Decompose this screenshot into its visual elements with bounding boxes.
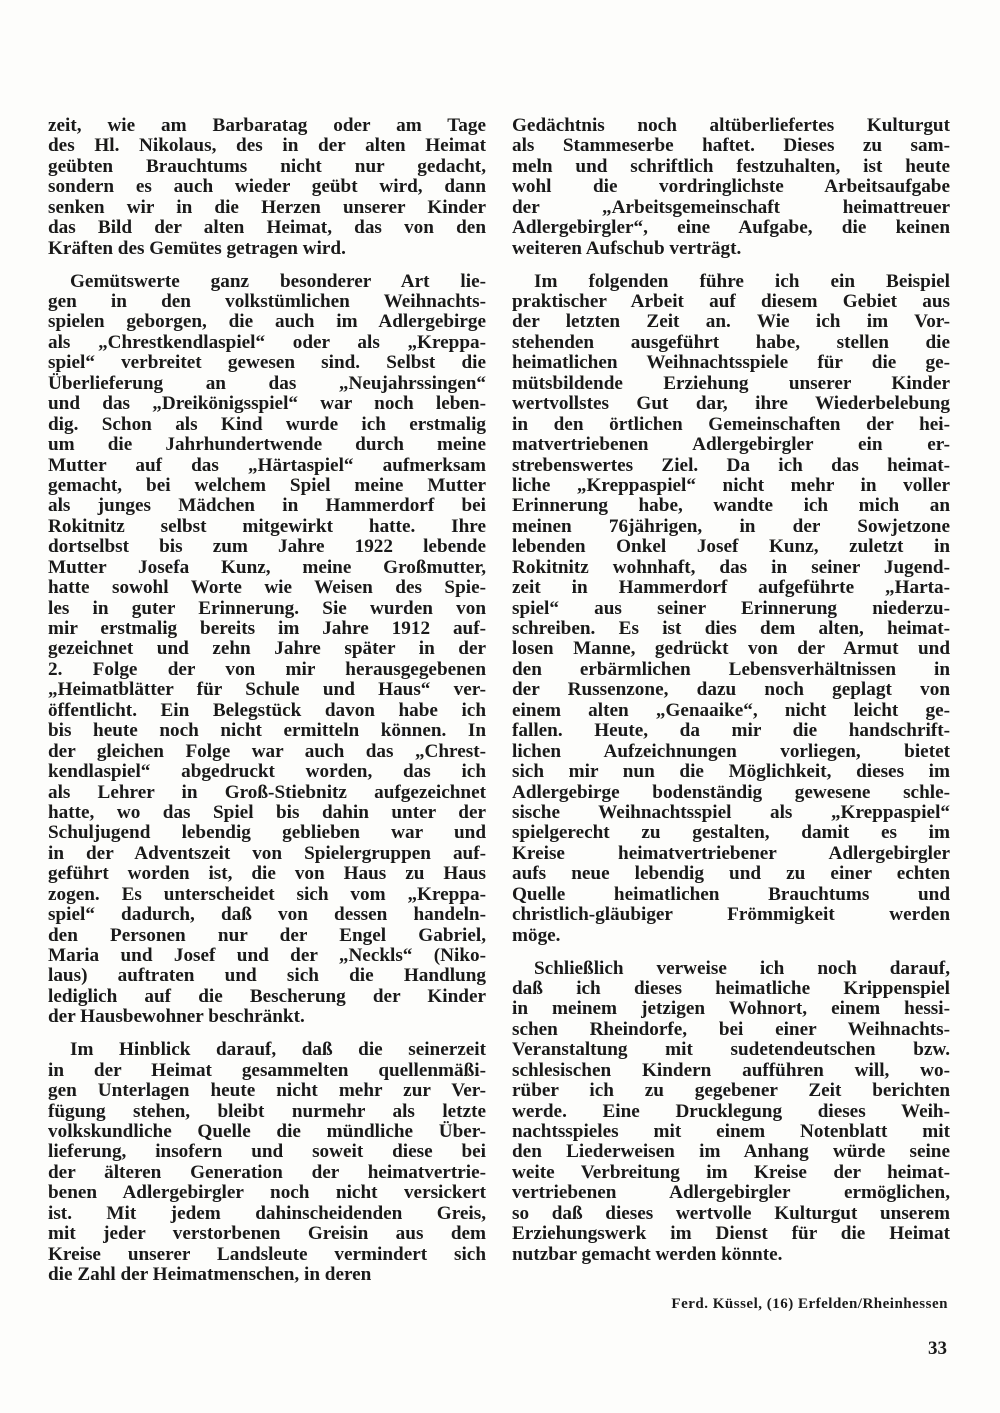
text-line: der älteren Generation der heimatvertrie- — [48, 1161, 486, 1183]
text-line: schlesischen Kindern aufführen will, wo- — [512, 1059, 950, 1081]
text-line: laus) auftraten und sich die Handlung — [48, 965, 486, 987]
text-line: Veranstaltung mit sudetendeutschen bzw. — [512, 1039, 950, 1061]
text-line: daß ich dieses heimatliche Krippenspiel — [512, 977, 950, 999]
text-line: den Liederweisen im Anhang würde seine — [512, 1141, 950, 1163]
author-signature: Ferd. Küssel, (16) Erfelden/Rheinhessen — [671, 1296, 948, 1312]
text-line: als „Chrestkendlaspiel“ oder als „Kreppa- — [48, 331, 486, 353]
text-line: strebenswertes Ziel. Da ich das heimat- — [512, 454, 950, 476]
text-line: Rokitnitz selbst mitgewirkt hatte. Ihre — [48, 515, 486, 537]
text-line: Kreise unserer Landsleute vermindert sich — [48, 1243, 486, 1265]
text-line: werde. Eine Drucklegung dieses Weih- — [512, 1100, 950, 1122]
paragraph — [48, 272, 486, 1028]
text-line: Erinnerung habe, wandte ich mich an — [512, 495, 950, 517]
text-line: bis heute noch nicht ermitteln können. In — [48, 720, 486, 742]
paragraph — [48, 1040, 486, 1285]
text-line: spielen geborgen, die auch im Adlergebirge — [48, 311, 486, 333]
text-line: Kreise heimatvertriebener Adlergebirgler — [512, 842, 950, 864]
text-line: dig. Schon als Kind wurde ich erstmalig — [48, 413, 486, 435]
text-line: weiteren Aufschub verträgt. — [512, 237, 742, 259]
text-line: lichen Aufzeichnungen vorliegen, bietet — [512, 740, 950, 762]
text-line: Gedächtnis noch altüberliefertes Kulturgut — [512, 115, 950, 136]
text-line: die Zahl der Heimatmenschen, in deren — [48, 1264, 372, 1286]
text-line: lieferung, insofern und soweit diese bei — [48, 1141, 486, 1163]
text-line: Maria und Josef und der „Neckls“ (Niko- — [48, 945, 486, 966]
text-line: das Bild der alten Heimat, das von den — [48, 217, 486, 239]
text-line: losen Manne, gedrückt von der Armut und — [512, 638, 950, 660]
text-line: Schließlich verweise ich noch darauf, — [534, 957, 950, 979]
text-line: Gemütswerte ganz besonderer Art lie- — [70, 270, 486, 292]
text-line: sische Weihnachtsspiel als „Kreppaspiel“ — [512, 801, 950, 823]
text-line: Mutter Josefa Kunz, meine Großmutter, — [48, 556, 486, 578]
text-line: schreiben. Es ist dies dem alten, heimat- — [512, 618, 950, 639]
text-line: mir erstmalig bereits im Jahre 1912 auf- — [48, 618, 486, 639]
text-line: wohl die vordringlichste Arbeitsaufgabe — [512, 176, 950, 198]
text-line: schen Rheindorfe, bei einer Weihnachts- — [512, 1018, 950, 1040]
text-line: geführt worden ist, die von Haus zu Haus — [48, 863, 486, 885]
text-line: hatte, wo das Spiel bis dahin unter der — [48, 801, 486, 823]
text-line: in der Heimat gesammelten quellenmäßi- — [48, 1059, 486, 1081]
text-line: christlich-gläubiger Frömmigkeit werden — [512, 904, 950, 926]
text-line: Überlieferung an das „Neujahrssingen“ — [48, 372, 486, 394]
paragraph — [512, 116, 950, 259]
text-line: rüber ich zu gegebener Zeit berichten — [512, 1080, 950, 1102]
text-line: benen Adlergebirgler noch nicht versickert — [48, 1182, 486, 1204]
text-line: lebenden Onkel Josef Kunz, zuletzt in — [512, 536, 950, 558]
text-line: kendlaspiel“ abgedruckt worden, das ich — [48, 761, 486, 783]
text-line: volkskundliche Quelle die mündliche Über- — [48, 1121, 486, 1142]
text-line: gezeichnet und zehn Jahre später in der — [48, 638, 486, 660]
text-line: nachtsspieles mit einem Notenblatt mit — [512, 1121, 950, 1142]
text-line: in der Adventszeit von Spielergruppen auf- — [48, 842, 486, 864]
paragraph — [512, 959, 950, 1266]
text-line: Adlergebirgler“, eine Aufgabe, die keinen — [512, 217, 950, 239]
text-line: Im folgenden führe ich ein Beispiel — [534, 270, 950, 292]
text-line: fallen. Heute, da mir die handschrift- — [512, 720, 950, 742]
text-line: Im Hinblick darauf, daß die seinerzeit — [70, 1039, 486, 1061]
text-line: spielgerecht zu gestalten, damit es im — [512, 822, 950, 844]
text-line: ist. Mit jedem dahinscheidenden Greis, — [48, 1202, 486, 1224]
paragraph — [512, 272, 950, 946]
text-line: matvertriebenen Adlergebirgler ein er- — [512, 434, 950, 456]
text-line: der gleichen Folge war auch das „Chrest- — [48, 740, 486, 762]
text-line: gemacht, bei welchem Spiel meine Mutter — [48, 474, 486, 496]
text-line: mit jeder verstorbenen Greisin aus dem — [48, 1223, 486, 1245]
paragraph — [48, 116, 486, 259]
text-line: Adlergebirge bodenständig gewesene schle- — [512, 781, 950, 803]
left-column — [48, 116, 486, 1298]
text-line: in meinem jetzigen Wohnort, einem hessi- — [512, 998, 950, 1020]
text-line: möge. — [512, 924, 561, 946]
text-line: „Heimatblätter für Schule und Haus“ ver- — [48, 679, 486, 701]
text-line: spiel“ dadurch, daß von dessen handeln- — [48, 904, 486, 926]
text-line: den Personen nur der Engel Gabriel, — [48, 924, 486, 946]
text-line: Schuljugend lebendig geblieben war und — [48, 822, 486, 844]
text-line: vertriebenen Adlergebirgler ermöglichen, — [512, 1182, 950, 1204]
text-line: praktischer Arbeit auf diesem Gebiet aus — [512, 291, 950, 312]
text-line: Quelle heimatlichen Brauchtums und — [512, 883, 950, 905]
text-line: mütsbildende Erziehung unserer Kinder — [512, 372, 950, 394]
text-line: zeit in Hammerdorf aufgeführte „Harta- — [512, 577, 950, 599]
text-line: fügung stehen, bleibt nurmehr als letzte — [48, 1100, 486, 1122]
text-line: dortselbst bis zum Jahre 1922 lebende — [48, 536, 486, 558]
text-line: der Hausbewohner beschränkt. — [48, 1006, 305, 1028]
text-line: hatte sowohl Worte wie Weisen des Spie- — [48, 577, 486, 599]
text-line: aufs neue lebendig und zu einer echten — [512, 863, 950, 885]
text-line: liche „Kreppaspiel“ nicht mehr in voller — [512, 474, 950, 496]
text-line: geübten Brauchtums nicht nur gedacht, — [48, 155, 486, 177]
text-line: 2. Folge der von mir herausgegebenen — [48, 658, 486, 680]
text-line: spiel“ aus seiner Erinnerung niederzu- — [512, 597, 950, 619]
text-line: in den örtlichen Gemeinschaften der hei- — [512, 413, 950, 435]
text-line: als Stammeserbe haftet. Dieses zu sam- — [512, 135, 950, 157]
text-line: nutzbar gemacht werden könnte. — [512, 1243, 783, 1265]
text-line: öffentlicht. Ein Belegstück davon habe ich — [48, 699, 486, 721]
text-line: der Russenzone, dazu noch geplagt von — [512, 679, 950, 701]
text-line: Mutter auf das „Härtaspiel“ aufmerksam — [48, 454, 486, 476]
text-line: gen in den volkstümlichen Weihnachts- — [48, 291, 486, 312]
page-number: 33 — [928, 1338, 947, 1359]
text-line: Erziehungswerk im Dienst für die Heimat — [512, 1223, 950, 1245]
text-line: meln und schriftlich festzuhalten, ist heute — [512, 155, 950, 177]
text-line: zeit, wie am Barbaratag oder am Tage — [48, 115, 486, 136]
text-line: les in guter Erinnerung. Sie wurden von — [48, 597, 486, 619]
text-line: zogen. Es unterscheidet sich vom „Kreppa- — [48, 883, 486, 905]
text-line: der „Arbeitsgemeinschaft heimattreuer — [512, 196, 950, 218]
text-line: stehenden ausgeführt habe, stellen die — [512, 331, 950, 353]
text-line: der letzten Zeit an. Wie ich im Vor- — [512, 311, 950, 333]
text-line: des Hl. Nikolaus, des in der alten Heimat — [48, 135, 486, 157]
text-line: senken wir in die Herzen unserer Kinder — [48, 196, 486, 218]
text-line: Kräften des Gemütes getragen wird. — [48, 237, 346, 259]
right-column — [512, 116, 950, 1278]
text-line: sich mir nun die Möglichkeit, dieses im — [512, 761, 950, 783]
text-line: lediglich auf die Bescherung der Kinder — [48, 985, 486, 1007]
text-line: wertvollstes Gut dar, ihre Wiederbelebung — [512, 393, 950, 415]
text-line: spiel“ verbreitet gewesen sind. Selbst die — [48, 352, 486, 374]
text-line: so daß dieses wertvolle Kulturgut unserem — [512, 1202, 950, 1224]
text-line: den erbärmlichen Lebensverhältnissen in — [512, 658, 950, 680]
text-line: gen Unterlagen heute nicht mehr zur Ver- — [48, 1080, 486, 1102]
text-line: als junges Mädchen in Hammerdorf bei — [48, 495, 486, 517]
text-line: weite Verbreitung im Kreise der heimat- — [512, 1161, 950, 1183]
text-line: als Lehrer in Groß-Stiebnitz aufgezeichnet — [48, 781, 486, 803]
text-line: meinen 76jährigen, in der Sowjetzone — [512, 515, 950, 537]
text-line: Rokitnitz wohnhaft, das in seiner Jugend- — [512, 556, 950, 578]
text-line: und das „Dreikönigsspiel“ war noch leben- — [48, 393, 486, 415]
text-line: heimatlichen Weihnachtsspiele für die ge- — [512, 352, 950, 374]
text-line: einem alten „Genaaike“, nicht leicht ge- — [512, 699, 950, 721]
text-line: sondern es auch wieder geübt wird, dann — [48, 176, 486, 198]
text-line: um die Jahrhundertwende durch meine — [48, 434, 486, 456]
